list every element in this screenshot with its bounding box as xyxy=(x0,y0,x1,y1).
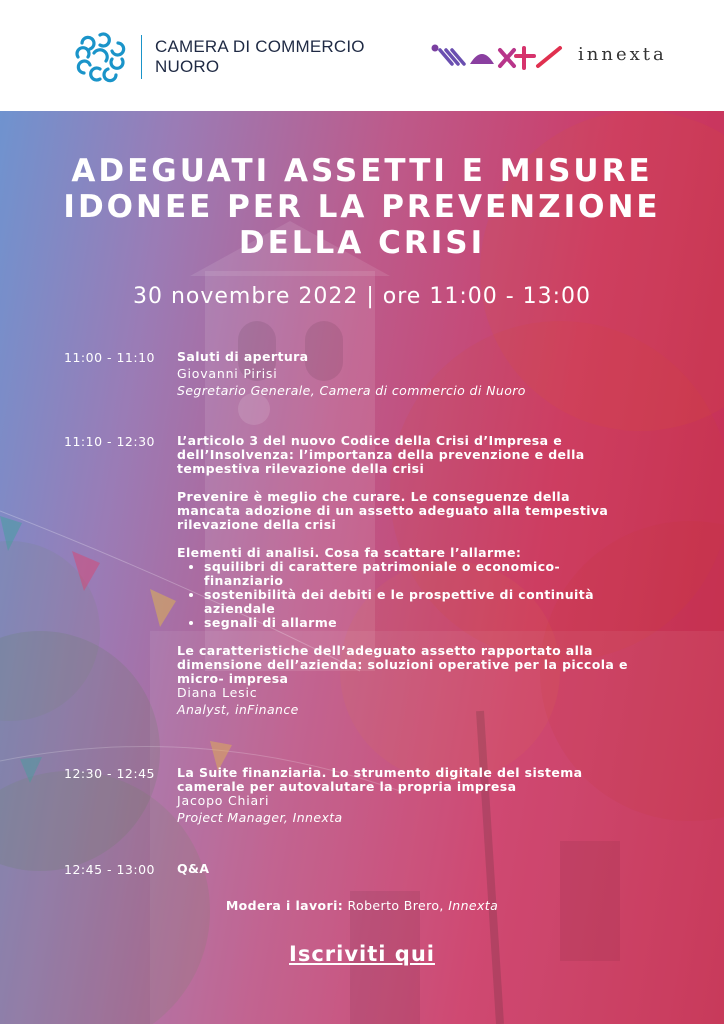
agenda-topic-line: mancata adozione di un assetto adeguato alla tempestiva xyxy=(177,503,609,518)
moderator-label: Modera i lavori: xyxy=(225,898,344,913)
event-title-line: IDONEE PER LA PREVENZIONE xyxy=(63,189,661,225)
agenda-speaker: Giovanni Pirisi xyxy=(177,366,278,381)
event-title xyxy=(40,153,684,261)
event-poster xyxy=(0,111,724,1024)
agenda-topic-line: Prevenire è meglio che curare. Le conseguenze della xyxy=(177,489,570,504)
moderator-line xyxy=(0,898,724,913)
agenda-time: 12:30 - 12:45 xyxy=(64,766,156,781)
list-item: • squilibri di carattere patrimoniale o economico- finanziario xyxy=(204,560,667,588)
camera-commercio-logo-icon xyxy=(72,29,128,85)
agenda-item-4 xyxy=(177,862,667,876)
agenda-item-2 xyxy=(177,434,667,717)
register-link[interactable]: Iscriviti qui xyxy=(289,942,435,966)
agenda-time: 12:45 - 13:00 xyxy=(64,862,156,877)
agenda-time: 11:10 - 12:30 xyxy=(64,434,156,449)
agenda-topic-line: tempestiva rilevazione della crisi xyxy=(177,461,425,476)
agenda-speaker-role: Project Manager, Innexta xyxy=(177,810,343,825)
agenda-speaker: Jacopo Chiari xyxy=(177,793,270,808)
list-item: • sostenibilità dei debiti e le prospettive di continuità aziendale xyxy=(204,588,667,616)
list-item: • segnali di allarme xyxy=(204,616,667,630)
agenda-topic-line: L’articolo 3 del nuovo Codice della Crisi d’Impresa e xyxy=(177,433,563,448)
agenda-speaker-role: Segretario Generale, Camera di commercio di Nuoro xyxy=(177,383,526,398)
innexta-wordmark: innexta xyxy=(578,44,667,65)
agenda-topic-line: dimensione dell’azienda: soluzioni operative per la piccola e xyxy=(177,657,628,672)
agenda-time: 11:00 - 11:10 xyxy=(64,350,156,365)
innexta-logo-icon xyxy=(430,42,570,72)
agenda-topic-line: Le caratteristiche dell’adeguato assetto rapportato alla xyxy=(177,643,593,658)
header-bar xyxy=(0,0,724,111)
agenda-topic-line: Elementi di analisi. Cosa fa scattare l’allarme: xyxy=(177,545,522,560)
event-date: 30 novembre 2022 | ore 11:00 - 13:00 xyxy=(132,284,592,309)
moderator-name: Roberto Brero, xyxy=(347,898,444,913)
chamber-name xyxy=(155,37,365,77)
agenda-title: Q&A xyxy=(177,861,210,876)
event-title-line: ADEGUATI ASSETTI E MISURE xyxy=(71,153,653,189)
agenda-item-1 xyxy=(177,350,667,398)
agenda-title-line: La Suite finanziaria. Lo strumento digitale del sistema xyxy=(177,765,583,780)
agenda-title: Saluti di apertura xyxy=(177,349,309,364)
agenda-topic-line: rilevazione della crisi xyxy=(177,517,337,532)
agenda-title-line: camerale per autovalutare la propria impresa xyxy=(177,779,517,794)
agenda-topic-line: dell’Insolvenza: l’importanza della prevenzione e della xyxy=(177,447,585,462)
event-title-line: DELLA CRISI xyxy=(238,225,486,261)
moderator-org: Innexta xyxy=(448,898,499,913)
alarm-bullet-list xyxy=(177,560,667,630)
chamber-name-line2: NUORO xyxy=(155,57,220,76)
agenda-topic-line: micro- impresa xyxy=(177,671,289,686)
agenda-item-3 xyxy=(177,766,667,825)
chamber-name-line1: CAMERA DI COMMERCIO xyxy=(155,37,365,56)
header-divider xyxy=(141,35,142,79)
agenda-speaker: Diana Lesic xyxy=(177,685,258,700)
agenda-speaker-role: Analyst, inFinance xyxy=(177,702,299,717)
